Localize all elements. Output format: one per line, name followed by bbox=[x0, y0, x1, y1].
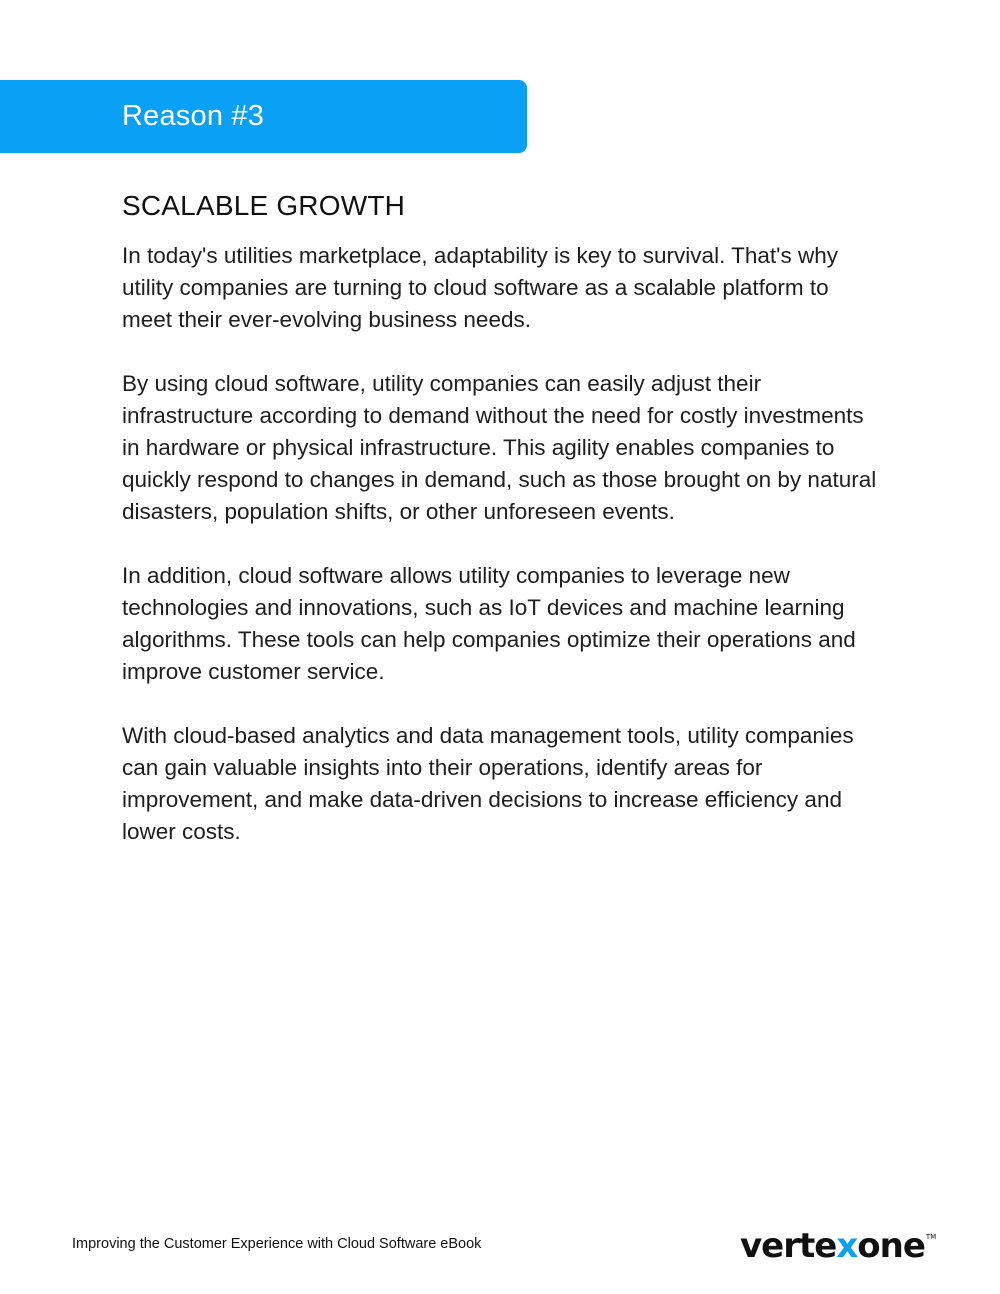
paragraph-4: With cloud-based analytics and data management tools, utility companies can gain valuable insights into their operations, identify areas for improvement, and make data-driven decisions to increase efficiency and lower costs. bbox=[122, 723, 854, 844]
logo-text-part1: verte bbox=[740, 1226, 837, 1266]
paragraph-3: In addition, cloud software allows utility companies to leverage new technologies and innovations, such as IoT devices and machine learning algorithms. These tools can help companies optimize their operations and improve customer service. bbox=[122, 563, 856, 684]
paragraph-1: In today's utilities marketplace, adaptability is key to survival. That's why utility companies are turning to cloud software as a scalable platform to meet their ever-evolving business needs. bbox=[122, 243, 838, 332]
vertexone-logo bbox=[740, 1226, 936, 1266]
body-text bbox=[122, 240, 882, 880]
reason-banner bbox=[0, 80, 527, 153]
section-title: SCALABLE GROWTH bbox=[122, 190, 406, 221]
logo-text-part2: one bbox=[857, 1226, 925, 1266]
paragraph-2: By using cloud software, utility companies can easily adjust their infrastructure according to demand without the need for costly investments in hardware or physical infrastructure. This agility enables companies to quickly respond to changes in demand, such as those brought on by natural disasters, population shifts, or other unforeseen events. bbox=[122, 371, 877, 524]
logo-trademark: TM bbox=[925, 1233, 937, 1241]
logo-accent-x: x bbox=[836, 1226, 858, 1266]
footer-text: Improving the Customer Experience with Cloud Software eBook bbox=[72, 1236, 482, 1252]
reason-label: Reason #3 bbox=[122, 100, 265, 132]
